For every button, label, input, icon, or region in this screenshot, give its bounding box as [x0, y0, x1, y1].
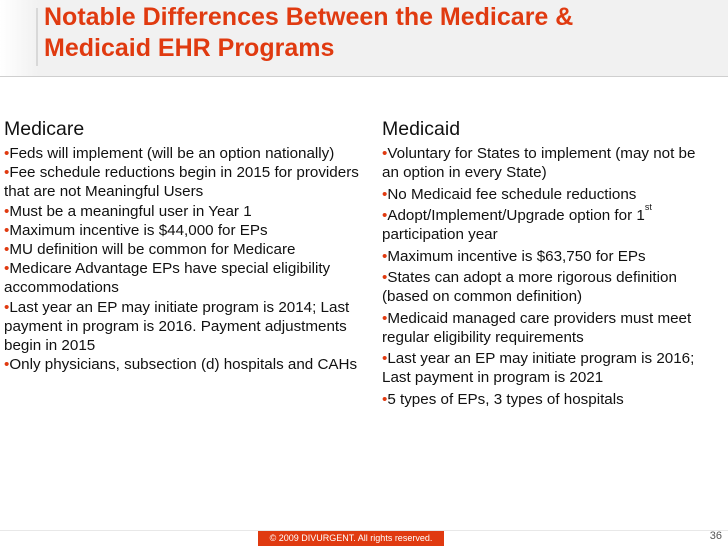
list-item [4, 202, 372, 221]
medicaid-heading: Medicaid [382, 118, 461, 140]
list-item-text: Voluntary for States to implement (may not be an option in every State) [382, 145, 696, 182]
list-item [382, 247, 712, 266]
bullet-icon: • [4, 221, 10, 239]
bullet-icon: • [382, 145, 388, 162]
bullet-icon: • [4, 298, 10, 316]
list-item [382, 144, 712, 182]
list-item [382, 185, 712, 204]
copyright-footer: © 2009 DIVURGENT. All rights reserved. [258, 531, 444, 546]
bullet-icon: • [382, 309, 388, 327]
list-item [382, 268, 712, 306]
bullet-icon: • [382, 268, 388, 286]
list-item-text-tail: participation year [382, 226, 498, 244]
list-item [4, 240, 372, 259]
list-item [4, 221, 372, 240]
title-accent-bar [36, 8, 38, 66]
list-item-text: States can adopt a more rigorous definition (based on common definition) [382, 268, 677, 306]
slide-title-line-1: Notable Differences Between the Medicare & [44, 3, 574, 31]
list-item [382, 390, 712, 409]
list-item-text: Last year an EP may initiate program is 2014; Last payment in program is 2016. Payment adjustments begin in 2015 [4, 298, 350, 355]
bullet-icon: • [4, 241, 10, 259]
list-item-text: Must be a meaningful user in Year 1 [9, 202, 252, 220]
list-item [4, 259, 372, 297]
bullet-icon: • [4, 356, 10, 374]
list-item-text: MU definition will be common for Medicare [9, 241, 296, 259]
medicare-heading: Medicare [4, 118, 85, 140]
medicare-column [4, 117, 372, 374]
slide-title-line-2: Medicaid EHR Programs [44, 34, 335, 62]
bullet-icon: • [4, 260, 10, 278]
list-item-text: Medicare Advantage EPs have special eligibility accommodations [4, 260, 331, 297]
bullet-icon: • [382, 350, 388, 368]
bullet-icon: • [382, 206, 388, 224]
bullet-icon: • [4, 145, 10, 162]
list-item-text: Maximum incentive is $44,000 for EPs [9, 221, 268, 239]
list-item-text: Adopt/Implement/Upgrade option for 1 [387, 206, 645, 224]
list-item-text: Fee schedule reductions begin in 2015 for providers that are not Meaningful Users [4, 164, 359, 201]
bullet-icon: • [382, 185, 388, 203]
list-item [4, 144, 372, 163]
list-item-text: 5 types of EPs, 3 types of hospitals [387, 390, 624, 408]
list-item [4, 163, 372, 201]
title-divider [0, 76, 728, 77]
page-number: 36 [709, 530, 722, 542]
bullet-icon: • [4, 164, 10, 182]
bullet-icon: • [4, 202, 10, 220]
bullet-icon: • [382, 247, 388, 265]
list-item-text: Maximum incentive is $63,750 for EPs [387, 247, 646, 265]
medicaid-column [382, 117, 712, 411]
list-item [382, 201, 712, 244]
list-item-text: Last year an EP may initiate program is 2016; Last payment in program is 2021 [382, 350, 695, 387]
list-item-text: Only physicians, subsection (d) hospitals and CAHs [9, 356, 358, 374]
list-item [382, 349, 712, 387]
superscript-st: st [644, 201, 652, 212]
list-item-text: No Medicaid fee schedule reductions [387, 185, 637, 203]
medicaid-list [382, 144, 712, 409]
medicare-list [4, 144, 372, 374]
list-item-text: Medicaid managed care providers must meet regular eligibility requirements [382, 309, 692, 346]
list-item [4, 355, 372, 374]
list-item [4, 298, 372, 356]
list-item-text: Feds will implement (will be an option nationally) [9, 145, 335, 162]
list-item [382, 309, 712, 347]
slide-title [44, 2, 674, 64]
bullet-icon: • [382, 390, 388, 408]
